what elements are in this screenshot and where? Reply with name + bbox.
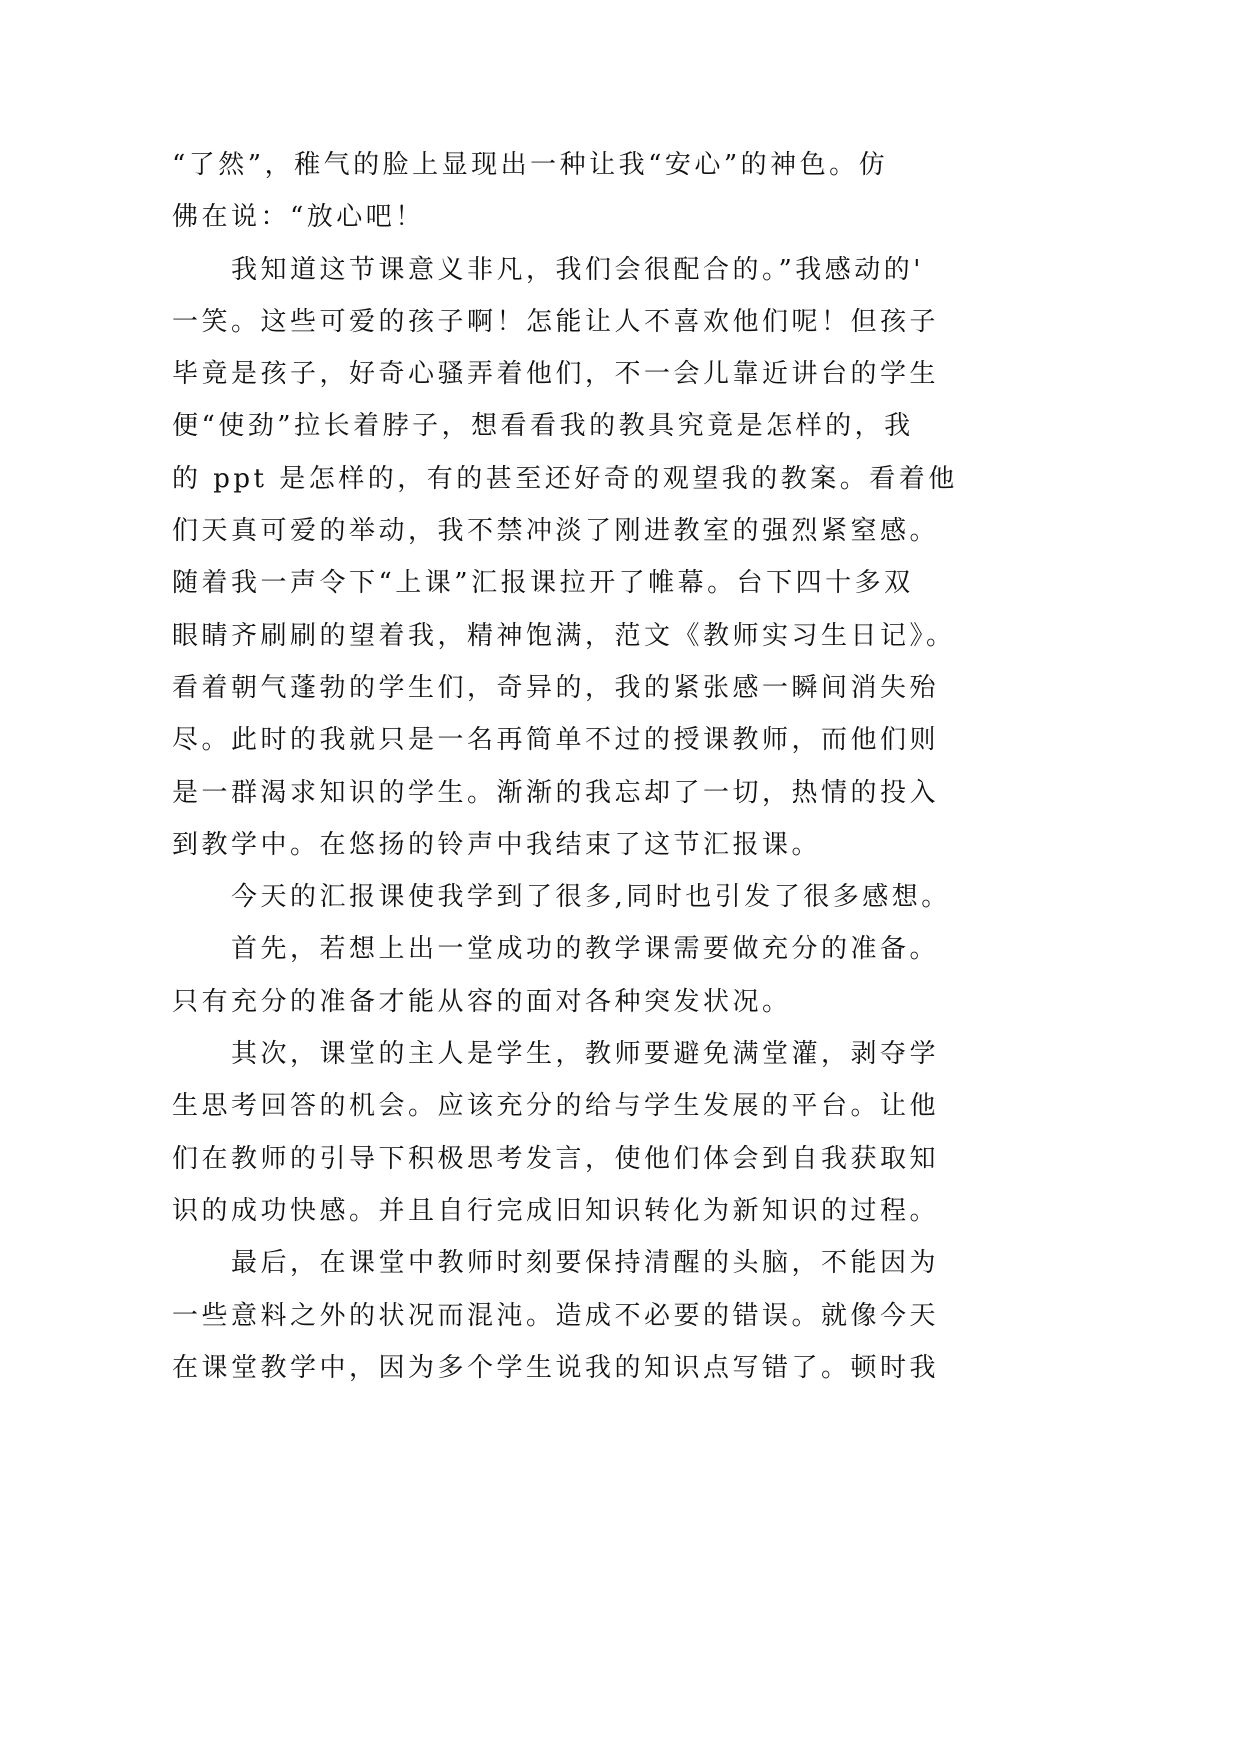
text-line: 们天真可爱的举动，我不禁冲淡了刚进教室的强烈紧窒感。 — [172, 516, 940, 547]
body-text — [172, 139, 1172, 1394]
text-line: 们在教师的引导下积极思考发言，使他们体会到自我获取知 — [172, 1143, 940, 1174]
text-line: 一些意料之外的状况而混沌。造成不必要的错误。就像今天 — [172, 1300, 940, 1331]
text-line: “了然”，稚气的脸上显现出一种让我“安心”的神色。仿 — [172, 150, 889, 180]
text-line: 在课堂教学中，因为多个学生说我的知识点写错了。顿时我 — [172, 1352, 940, 1383]
text-line: 眼睛齐刷刷的望着我，精神饱满，范文《教师实习生日记》。 — [172, 620, 956, 651]
text-line: 生思考回答的机会。应该充分的给与学生发展的平台。让他 — [172, 1091, 940, 1122]
text-line: 最后，在课堂中教师时刻要保持清醒的头脑，不能因为 — [231, 1248, 940, 1279]
text-line: 是一群渴求知识的学生。渐渐的我忘却了一切，热情的投入 — [172, 777, 940, 808]
text-line: 一笑。这些可爱的孩子啊！怎能让人不喜欢他们呢！但孩子 — [172, 306, 940, 337]
text-line: 便“使劲”拉长着脖子，想看看我的教具究竟是怎样的，我 — [172, 411, 914, 442]
text-line: 尽。此时的我就只是一名再简单不过的授课教师，而他们则 — [172, 725, 940, 756]
text-line: 佛在说：“放心吧！ — [172, 202, 425, 233]
text-line: 今天的汇报课使我学到了很多,同时也引发了很多感想。 — [231, 882, 951, 913]
text-line: 看着朝气蓬勃的学生们，奇异的，我的紧张感一瞬间消失殆 — [172, 672, 940, 703]
text-line: 识的成功快感。并且自行完成旧知识转化为新知识的过程。 — [172, 1195, 940, 1226]
text-line: 毕竟是孩子，好奇心骚弄着他们，不一会儿靠近讲台的学生 — [172, 359, 940, 390]
text-line: 的 ppt 是怎样的，有的甚至还好奇的观望我的教案。看着他 — [172, 463, 958, 494]
text-line: 只有充分的准备才能从容的面对各种突发状况。 — [172, 986, 792, 1017]
text-line: 随着我一声令下“上课”汇报课拉开了帷幕。台下四十多双 — [172, 568, 914, 599]
text-line: 我知道这节课意义非凡，我们会很配合的。”我感动的' — [231, 254, 924, 285]
text-line: 首先，若想上出一堂成功的教学课需要做充分的准备。 — [231, 934, 940, 965]
text-line: 其次，课堂的主人是学生，教师要避免满堂灌，剥夺学 — [231, 1039, 940, 1070]
text-line: 到教学中。在悠扬的铃声中我结束了这节汇报课。 — [172, 829, 822, 860]
